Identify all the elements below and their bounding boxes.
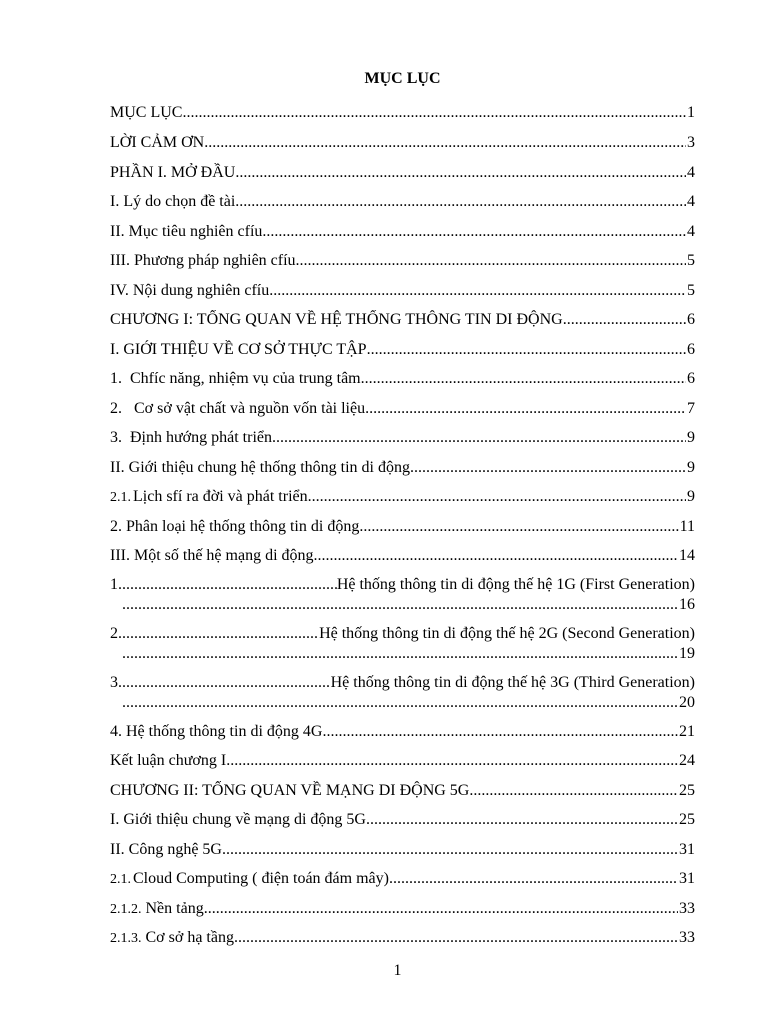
toc-entry-title: Hệ thống thông tin di động thế hệ 1G (First Generation) [336, 576, 695, 593]
toc-entry-page: 16 [679, 596, 695, 613]
toc-entry-page: 33 [679, 929, 695, 946]
dot-leader [367, 340, 686, 360]
toc-entry-title: I. GIỚI THIỆU VỀ CƠ SỞ THỰC TẬP [110, 341, 367, 358]
toc-entry[interactable] [110, 781, 695, 801]
toc-entry-page: 25 [679, 782, 695, 799]
toc-entry-title: MỤC LỤC [110, 104, 183, 121]
toc-entry[interactable] [110, 869, 695, 890]
toc-entry[interactable] [110, 133, 695, 153]
toc-entry-page: 31 [679, 841, 695, 858]
toc-entry-title: 1. Chfíc năng, nhiệm vụ của trung tâm [110, 370, 361, 387]
toc-entry-title: III. Phương pháp nghiên cfíu [110, 252, 296, 269]
dot-leader [365, 399, 686, 419]
toc-entry-title: II. Giới thiệu chung hệ thống thông tin di động [110, 459, 410, 476]
toc-entry[interactable] [110, 575, 695, 615]
toc-entry-title: III. Một số thế hệ mạng di động [110, 547, 314, 564]
dot-leader [269, 281, 686, 301]
toc-entry-page: 21 [679, 723, 695, 740]
toc-entry-title: Cloud Computing ( điện toán đám mây) [133, 870, 389, 887]
page-number: 1 [393, 962, 402, 979]
dot-leader [235, 192, 686, 212]
toc-entry[interactable] [110, 458, 695, 478]
toc-entry-title: Hệ thống thông tin di động thế hệ 2G (Second Generation) [319, 625, 695, 642]
toc-entry[interactable] [110, 163, 695, 183]
toc-entry-page: 9 [687, 429, 695, 446]
toc-entry-title: 4. Hệ thống thông tin di động 4G [110, 723, 323, 740]
toc-entry[interactable] [110, 487, 695, 508]
toc-entry[interactable] [110, 840, 695, 860]
toc-entry[interactable] [110, 928, 695, 949]
toc-entry[interactable] [110, 369, 695, 389]
dot-leader [322, 722, 678, 742]
toc-entry-page: 4 [687, 223, 695, 240]
dot-leader [122, 644, 678, 664]
toc-entry-page: 33 [679, 900, 695, 917]
dot-leader [469, 781, 678, 801]
toc-entry[interactable] [110, 751, 695, 771]
toc-entry-title: Hệ thống thông tin di động thế hệ 3G (Third Generation) [330, 674, 695, 691]
dot-leader [296, 251, 686, 271]
dot-leader [204, 899, 678, 919]
toc-entry-page: 9 [687, 488, 695, 505]
dot-leader [222, 840, 678, 860]
toc-entry-title: PHẦN I. MỞ ĐẦU [110, 164, 236, 181]
dot-leader [122, 693, 678, 713]
toc-entry-title: Lịch sfí ra đời và phát triển [133, 488, 308, 505]
toc-entry-number: 2 [110, 625, 118, 642]
toc-entry[interactable] [110, 192, 695, 212]
dot-leader [272, 428, 686, 448]
toc-entry-title: IV. Nội dung nghiên cfíu [110, 282, 270, 299]
dot-leader [366, 810, 678, 830]
toc-entry[interactable] [110, 673, 695, 713]
toc-entry-title: 3. Định hướng phát triển [110, 429, 272, 446]
toc-entry-title: Cơ sở hạ tầng [145, 929, 234, 946]
toc-entry-page: 20 [679, 694, 695, 711]
toc-entry-number: 1 [110, 576, 118, 593]
dot-leader [359, 517, 678, 537]
toc-entry-title: 2. Phân loại hệ thống thông tin di động [110, 518, 360, 535]
toc-entry-page: 5 [687, 282, 695, 299]
toc-entry-page: 11 [679, 518, 695, 535]
dot-leader [182, 103, 686, 123]
dot-leader [262, 222, 686, 242]
toc-entry-page: 9 [687, 459, 695, 476]
toc-entry-page: 19 [679, 645, 695, 662]
dot-leader [234, 928, 678, 948]
dot-leader [389, 869, 678, 889]
toc-entry-page: 1 [687, 104, 695, 121]
toc-entry-title: CHƯƠNG I: TỔNG QUAN VỀ HỆ THỐNG THÔNG TIN DI ĐỘNG [110, 311, 563, 328]
toc-entry[interactable] [110, 428, 695, 448]
toc-entry[interactable] [110, 399, 695, 419]
toc-entry-title: Nền tảng [145, 900, 204, 917]
toc-entry-title: 2. Cơ sở vật chất và nguồn vốn tài liệu [110, 400, 366, 417]
toc-entry[interactable] [110, 340, 695, 360]
toc-entry[interactable] [110, 722, 695, 742]
toc-entry[interactable] [110, 310, 695, 330]
dot-leader [118, 624, 319, 644]
toc-entry-page: 6 [687, 341, 695, 358]
dot-leader [226, 751, 678, 771]
toc-entry-page: 25 [679, 811, 695, 828]
toc-entry-title: II. Mục tiêu nghiên cfíu [110, 223, 263, 240]
toc-entry[interactable] [110, 899, 695, 920]
toc-entry[interactable] [110, 103, 695, 123]
toc-entry[interactable] [110, 281, 695, 301]
toc-entry-title: Kết luận chương I [110, 752, 227, 769]
toc-entry[interactable] [110, 222, 695, 242]
toc-entry-title: I. Lý do chọn đề tài [110, 193, 236, 210]
toc-entry-number: 2.1.3. [110, 931, 142, 946]
dot-leader [308, 487, 686, 507]
toc-entry-page: 5 [687, 252, 695, 269]
dot-leader [118, 575, 337, 595]
toc-entry[interactable] [110, 546, 695, 566]
toc-entry[interactable] [110, 517, 695, 537]
dot-leader [118, 673, 331, 693]
toc-entry-page: 24 [679, 752, 695, 769]
toc-entry-number: 2.1. [110, 490, 131, 505]
dot-leader [314, 546, 678, 566]
toc-entry[interactable] [110, 251, 695, 271]
toc-entry-number: 3 [110, 674, 118, 691]
toc-entry-number: 2.1. [110, 872, 131, 887]
toc-entry[interactable] [110, 624, 695, 664]
toc-entry-title: II. Công nghệ 5G [110, 841, 222, 858]
dot-leader [122, 595, 678, 615]
dot-leader [361, 369, 686, 389]
toc-entry-page: 4 [687, 193, 695, 210]
toc-entry-title: CHƯƠNG II: TỔNG QUAN VỀ MẠNG DI ĐỘNG 5G [110, 782, 470, 799]
toc-entry-page: 6 [687, 311, 695, 328]
toc-entry-page: 31 [679, 870, 695, 887]
toc-heading: MỤC LỤC [364, 70, 441, 87]
dot-leader [235, 163, 686, 183]
toc-entry[interactable] [110, 810, 695, 830]
toc-entry-page: 6 [687, 370, 695, 387]
toc-entry-page: 4 [687, 164, 695, 181]
toc-entry-number: 2.1.2. [110, 902, 142, 917]
toc-entry-page: 3 [687, 134, 695, 151]
dot-leader [563, 310, 686, 330]
dot-leader [204, 133, 686, 153]
toc-entry-page: 7 [687, 400, 695, 417]
dot-leader [410, 458, 686, 478]
toc-entry-title: I. Giới thiệu chung về mạng di động 5G [110, 811, 366, 828]
toc-entry-title: LỜI CẢM ƠN [110, 134, 205, 151]
toc-entry-page: 14 [679, 547, 695, 564]
